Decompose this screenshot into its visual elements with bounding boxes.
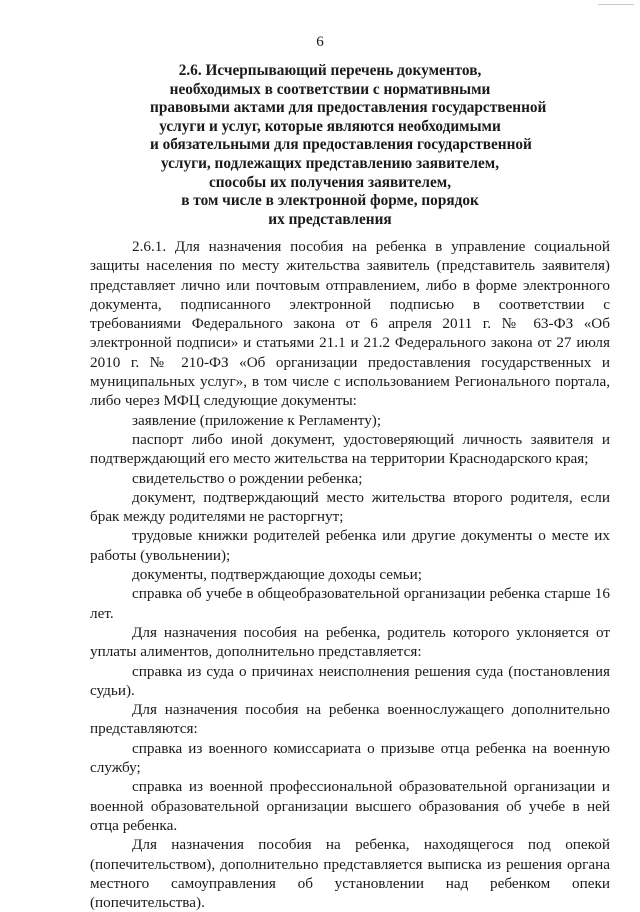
- paragraph: паспорт либо иной документ, удостоверяющий личность заявителя и подтверждающий его место жительства на территории Краснодарского края;: [90, 430, 610, 468]
- heading-line: способы их получения заявителем,: [208, 173, 452, 191]
- paragraph: трудовые книжки родителей ребенка или другие документы о месте их работы (увольнении);: [90, 527, 610, 564]
- heading-line: в том числе в электронной форме, порядок: [181, 192, 479, 210]
- paragraph: заявление (приложение к Регламенту);: [132, 411, 382, 429]
- paragraph: справка из суда о причинах неисполнения решения суда (постановления судьи).: [90, 662, 610, 699]
- heading-line: их представления: [268, 210, 392, 228]
- paragraph: справка из военной профессиональной образовательной организации и военной образовательной организации высшего образования об учебе в ней отца ребенка.: [90, 778, 610, 834]
- scan-artifact: [598, 4, 634, 5]
- page-number: 6: [316, 34, 324, 50]
- paragraph: Для назначения пособия на ребенка, находящегося под опекой (попечительством), дополнительно представляется выписка из решения органа местного самоуправления об установлении над ребенком опеки (попечительства).: [90, 836, 610, 912]
- paragraph: документ, подтверждающий место жительства второго родителя, если брак между родителями не расторгнут;: [90, 488, 610, 526]
- heading-line: правовыми актами для предоставления государственной: [150, 99, 547, 117]
- paragraph: справка об учебе в общеобразовательной организации ребенка старше 16 лет.: [90, 585, 610, 622]
- paragraph: документы, подтверждающие доходы семьи;: [132, 566, 422, 584]
- paragraph: свидетельство о рождении ребенка;: [132, 469, 363, 487]
- paragraph: 2.6.1. Для назначения пособия на ребенка в управление социальной защиты населения по месту жительства заявитель (представитель заявителя) представляет лично или почтовым отправлением, либо в форме электронного документа, подписанного электронной подписью в соответствии с требованиями Федерального закона от 6 апреля 2011 г. № 63-ФЗ «Об электронной подписи» и статьями 21.1 и 21.2 Федерального закона от 27 июля 2010 г. № 210-ФЗ «Об организации предоставления государственных и муниципальных услуг», в том числе с использованием Регионального портала, либо через МФЦ следующие документы:: [90, 238, 610, 410]
- heading-line: услуги и услуг, которые являются необходимыми: [159, 117, 501, 135]
- paragraph: Для назначения пособия на ребенка, родитель которого уклоняется от уплаты алиментов, дополнительно представляется:: [90, 623, 610, 661]
- paragraph: справка из военного комиссариата о призыве отца ребенка на военную службу;: [90, 739, 610, 777]
- heading-line: 2.6. Исчерпывающий перечень документов,: [178, 62, 482, 79]
- heading-line: и обязательными для предоставления государственной: [150, 136, 532, 154]
- paragraph: Для назначения пособия на ребенка военнослужащего дополнительно представляются:: [90, 701, 610, 738]
- document-body: [90, 237, 610, 912]
- section-heading: [150, 62, 547, 229]
- heading-line: услуги, подлежащих представлению заявителем,: [160, 154, 500, 172]
- heading-line: необходимых в соответствии с нормативными: [169, 80, 491, 98]
